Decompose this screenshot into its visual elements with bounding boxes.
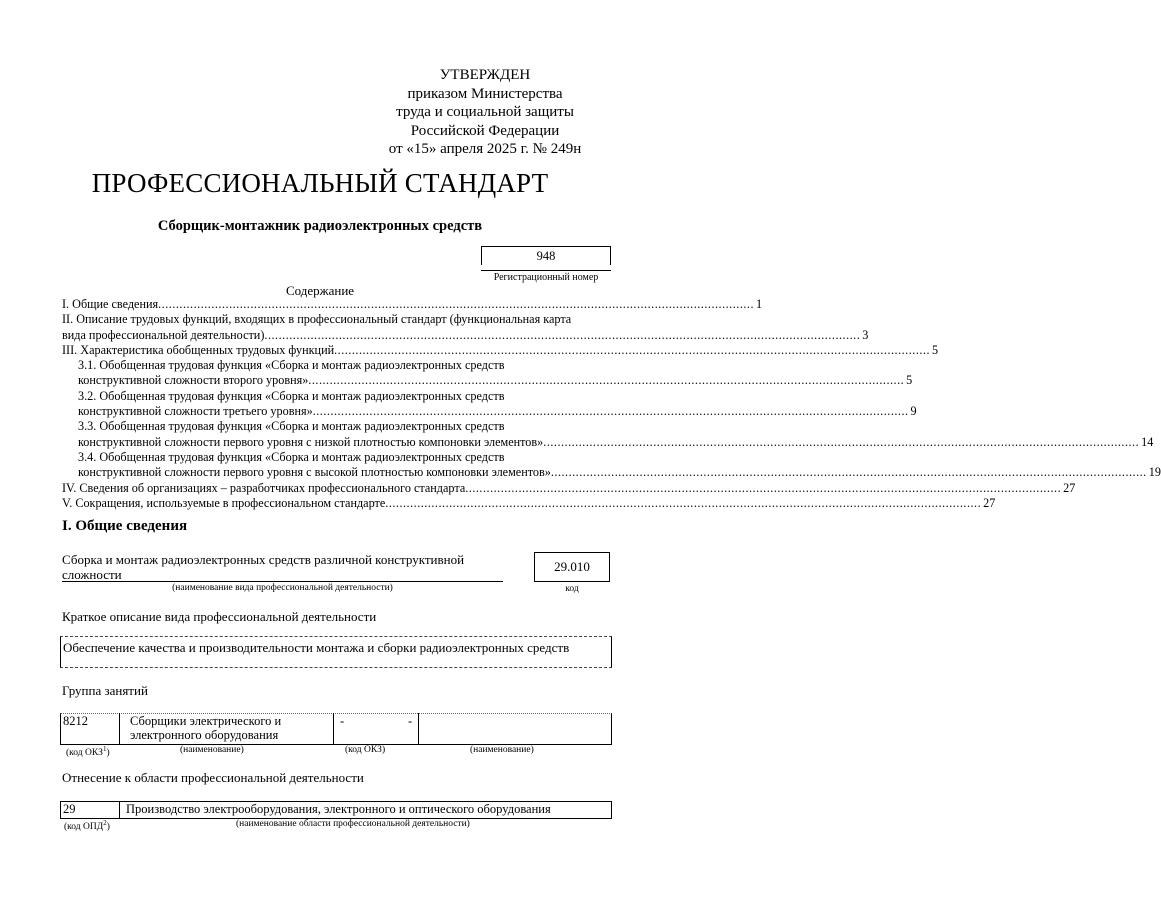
document-title: ПРОФЕССИОНАЛЬНЫЙ СТАНДАРТ	[91, 168, 549, 198]
activity-area-label: Отнесение к области профессиональной деятельности	[62, 770, 364, 785]
toc-item-line1: 3.4. Обобщенная трудовая функция «Сборка и монтаж радиоэлектронных средств	[78, 449, 505, 464]
toc-item-line1: 3.1. Обобщенная трудовая функция «Сборка и монтаж радиоэлектронных средств	[78, 358, 505, 373]
toc-item[interactable]: IV. Сведения об организациях – разработчиках профессионального стандарта ........................................................................................................................................................................ 27	[62, 480, 1076, 495]
toc-item[interactable]: конструктивной сложности третьего уровня» ........................................................................................................................................................................ 9	[78, 404, 917, 419]
approval-line: приказом Министерства	[407, 85, 563, 102]
activity-code-caption: код	[565, 584, 579, 594]
brief-description-text: Обеспечение качества и производительности монтажа и сборки радиоэлектронных средств	[63, 640, 570, 655]
okz-code-caption: (код ОКЗ$^1$)	[66, 745, 110, 759]
occupation-group-label: Группа занятий	[62, 683, 148, 698]
okz-code-1: 8212	[63, 714, 88, 728]
activity-area-caption: (наименование области профессиональной деятельности)	[236, 819, 470, 829]
standard-name: Сборщик-монтажник радиоэлектронных средств	[157, 218, 483, 234]
toc-item[interactable]: V. Сокращения, используемые в профессиональном стандарте ........................................................................................................................................................................ 27	[62, 495, 996, 510]
opd-code: 29	[63, 802, 76, 816]
registration-caption: Регистрационный номер	[481, 270, 611, 283]
approval-line: УТВЕРЖДЕН	[439, 67, 531, 83]
approval-line: труда и социальной защиты	[396, 104, 574, 120]
toc-item-line1: 3.3. Обобщенная трудовая функция «Сборка и монтаж радиоэлектронных средств	[78, 419, 505, 434]
divider	[62, 581, 503, 582]
activity-area-name: Производство электрооборудования, электронного и оптического оборудования	[126, 802, 551, 816]
approval-line: Российской Федерации	[410, 122, 560, 139]
occupation-name-2: -	[408, 714, 413, 728]
toc-item[interactable]: конструктивной сложности первого уровня с низкой плотностью компоновки элементов» ........................................................................................................................................................................ 14	[78, 434, 1154, 449]
divider	[119, 713, 120, 744]
toc-item[interactable]: III. Характеристика обобщенных трудовых функций ........................................................................................................................................................................ 5	[62, 342, 939, 357]
occupation-name-caption: (наименование)	[470, 745, 534, 755]
occupation-name-1: Сборщики электрического и электронного оборудования	[130, 714, 282, 742]
activity-kind-caption: (наименование вида профессиональной деятельности)	[172, 583, 393, 593]
toc-item[interactable]: I. Общие сведения ........................................................................................................................................................................ 1	[62, 297, 763, 311]
toc-item[interactable]: конструктивной сложности первого уровня с высокой плотностью компоновки элементов» ........................................................................................................................................................................ 19	[78, 465, 1161, 480]
registration-number: 948	[481, 246, 611, 265]
section-heading: I. Общие сведения	[62, 518, 188, 534]
divider	[418, 713, 419, 744]
approval-line: от «15» апреля 2025 г. № 249н	[388, 141, 582, 157]
occupation-name-caption: (наименование)	[180, 745, 244, 755]
opd-code-caption: (код ОПД$^2$)	[64, 819, 110, 833]
activity-kind: Сборка и монтаж радиоэлектронных средств различной конструктивной сложности	[62, 552, 465, 582]
activity-code: 29.010	[534, 552, 610, 582]
divider	[333, 713, 334, 744]
toc-title: Содержание	[285, 283, 355, 298]
brief-description-label: Краткое описание вида профессиональной деятельности	[62, 609, 377, 624]
toc-item-line1: 3.2. Обобщенная трудовая функция «Сборка и монтаж радиоэлектронных средств	[78, 388, 505, 403]
toc-item[interactable]: вида профессиональной деятельности) ........................................................................................................................................................................ 3	[62, 327, 869, 342]
okz-code-caption: (код ОКЗ)	[345, 745, 386, 755]
table-of-contents	[62, 297, 1161, 511]
okz-code-2: -	[340, 714, 345, 728]
toc-item[interactable]: конструктивной сложности второго уровня» ........................................................................................................................................................................ 5	[78, 373, 913, 388]
toc-item-line1: II. Описание трудовых функций, входящих в профессиональный стандарт (функциональная карта	[62, 312, 572, 327]
approval-block	[360, 66, 610, 159]
divider	[119, 801, 120, 818]
